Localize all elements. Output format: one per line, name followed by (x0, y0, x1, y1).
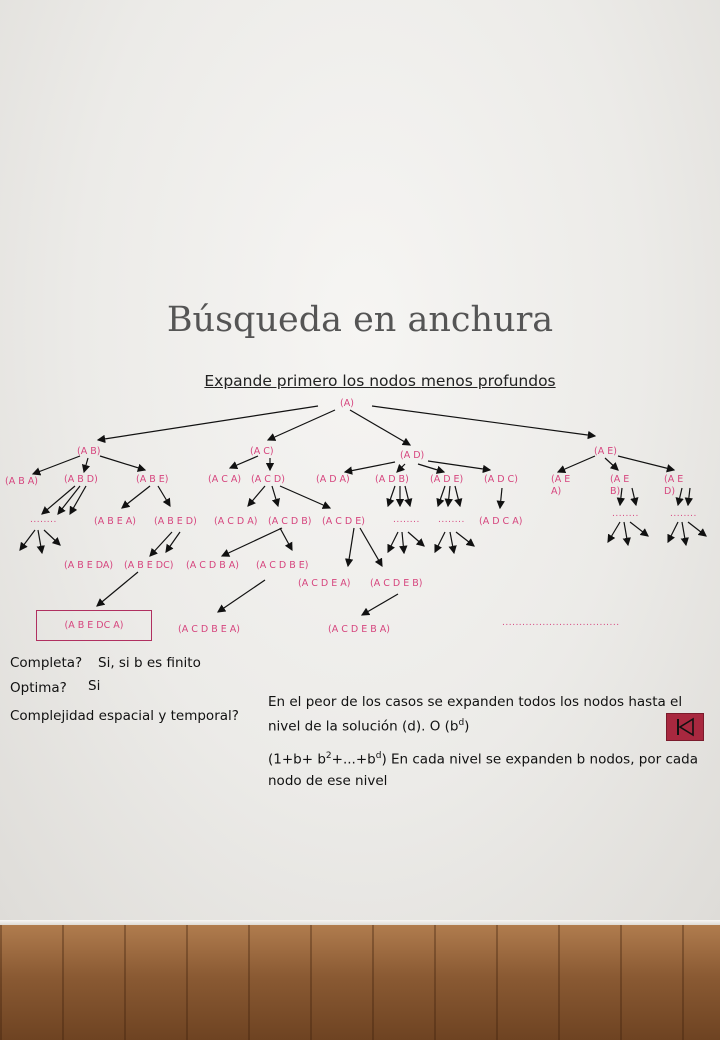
arrow-ae-aeb (605, 458, 618, 470)
node-ae: (A E) (594, 446, 617, 457)
arrow-dots2-c2 (402, 532, 404, 553)
node-abed: (A B E D) (154, 516, 197, 527)
arrow-dots5-c3 (688, 522, 706, 536)
node-acda: (A C D A) (214, 516, 258, 527)
slide-title: Búsqueda en anchura (166, 300, 554, 340)
node-aeb: (A E B) (610, 474, 630, 497)
arrow-acd-acda (248, 486, 265, 506)
arrow-acdb-acdba (222, 528, 282, 556)
arrow-ab-abd (84, 458, 88, 472)
solution-node: (A B E DC A) (36, 610, 152, 641)
arrow-abe-abea (122, 486, 150, 508)
node-ab: (A B) (77, 446, 101, 457)
arrow-dots4-c2 (624, 522, 628, 545)
arrow-dots4-c1 (608, 522, 620, 542)
node-aba: (A B A) (5, 476, 38, 487)
arrow-dots1-c2 (38, 530, 42, 553)
node-abea: (A B E A) (94, 516, 136, 527)
arrow-ade-c3 (455, 486, 460, 506)
node-acdea: (A C D E A) (298, 578, 351, 589)
node-abedc: (A B E DC) (124, 560, 174, 571)
arrow-adc-adca (500, 488, 502, 508)
arrow-dots3-c2 (450, 532, 454, 553)
ellipsis-aed: ........ (670, 509, 697, 519)
question-completa: Completa? (10, 655, 83, 671)
node-adb: (A D B) (375, 474, 409, 485)
arrow-a-ae (372, 406, 595, 436)
answer-completa: Si, si b es finito (98, 655, 201, 671)
answer-optima: Si (88, 678, 101, 694)
arrow-dots1-c1 (20, 530, 35, 550)
ellipsis-long: ................................... (502, 618, 620, 628)
node-adca: (A D C A) (479, 516, 523, 527)
arrow-ade-c2 (448, 486, 450, 506)
arrow-dots2-c3 (408, 532, 424, 546)
arrow-ab-aba (33, 456, 80, 474)
node-abeda: (A B E DA) (64, 560, 114, 571)
ellipsis-adb: ........ (393, 515, 420, 525)
arrow-dots5-c2 (682, 522, 686, 545)
arrow-acde-acdea (348, 528, 354, 566)
node-root: (A) (340, 398, 354, 409)
back-to-start-button[interactable] (666, 713, 704, 741)
node-acde: (A C D E) (322, 516, 365, 527)
arrow-dots3-c1 (435, 532, 445, 552)
arrow-adb-c3 (405, 486, 410, 506)
question-optima: Optima? (10, 680, 67, 696)
arrow-ade-c1 (438, 486, 445, 506)
arrow-ad-adc (428, 461, 490, 470)
arrow-abd-c3 (70, 486, 86, 514)
arrow-acd-acde (280, 486, 330, 508)
arrow-dots3-c3 (456, 532, 474, 546)
node-acdeb: (A C D E B) (370, 578, 423, 589)
node-abd: (A B D) (64, 474, 98, 485)
node-acdeba: (A C D E B A) (328, 624, 390, 635)
ellipsis-abd: ........ (30, 515, 57, 525)
arrow-acdbe-acdbea (218, 580, 265, 612)
arrow-abed-abedc (166, 532, 180, 552)
node-ac: (A C) (250, 446, 274, 457)
arrow-a-ab (98, 406, 318, 440)
node-acdb: (A C D B) (268, 516, 312, 527)
arrow-dots5-c1 (668, 522, 678, 542)
node-ad: (A D) (400, 450, 425, 461)
arrow-abed-abeda (150, 532, 172, 556)
arrow-a-ac (268, 410, 335, 440)
arrow-a-ad (350, 410, 410, 445)
node-aca: (A C A) (208, 474, 242, 485)
arrow-abd-c2 (58, 486, 80, 514)
node-aed: (A E D) (664, 474, 684, 497)
node-acdbea: (A C D B E A) (178, 624, 240, 635)
explanation-line1: En el peor de los casos se expanden todos los nodos hasta el nivel de la solución (d). O $(b^d)$ (268, 694, 683, 735)
slide-subtitle: Expande primero los nodos menos profundos (204, 372, 556, 390)
node-adc: (A D C) (484, 474, 518, 485)
arrow-dots2-c1 (388, 532, 398, 552)
arrow-ae-aed (618, 456, 674, 470)
arrow-adb-c1 (388, 486, 395, 506)
arrow-dots1-c3 (44, 530, 60, 545)
wooden-floor (0, 925, 720, 1040)
question-complejidad: Complejidad espacial y temporal? (10, 708, 239, 724)
arrow-acdeb-acdeba (362, 594, 398, 615)
node-abe: (A B E) (136, 474, 169, 485)
arrow-abedc-abedca (97, 572, 138, 606)
node-ada: (A D A) (316, 474, 350, 485)
node-ade: (A D E) (430, 474, 464, 485)
node-aea: (A E A) (551, 474, 571, 497)
arrow-abe-abed (158, 486, 170, 506)
explanation-line2: $(1+b+ b^2+...+b^d)$ En cada nivel se expanden b nodos, por cada nodo de ese nivel (268, 751, 698, 789)
skip-to-start-icon (667, 714, 703, 740)
node-acd: (A C D) (251, 474, 285, 485)
arrow-acde-acdeb (360, 528, 382, 566)
node-acdba: (A C D B A) (186, 560, 239, 571)
arrow-dots4-c3 (630, 522, 648, 536)
arrow-ad-adb (397, 464, 405, 472)
arrow-abd-c1 (42, 486, 75, 514)
node-acdbe: (A C D B E) (256, 560, 309, 571)
arrow-ab-abe (100, 456, 145, 470)
arrow-ae-aea (558, 456, 595, 472)
ellipsis-aeb: ........ (612, 509, 639, 519)
arrow-acd-acdb (272, 486, 278, 506)
ellipsis-ade: ........ (438, 515, 465, 525)
arrow-ad-ade (418, 464, 444, 472)
arrow-ad-ada (345, 462, 395, 472)
arrow-acdb-acdbe (280, 528, 292, 550)
